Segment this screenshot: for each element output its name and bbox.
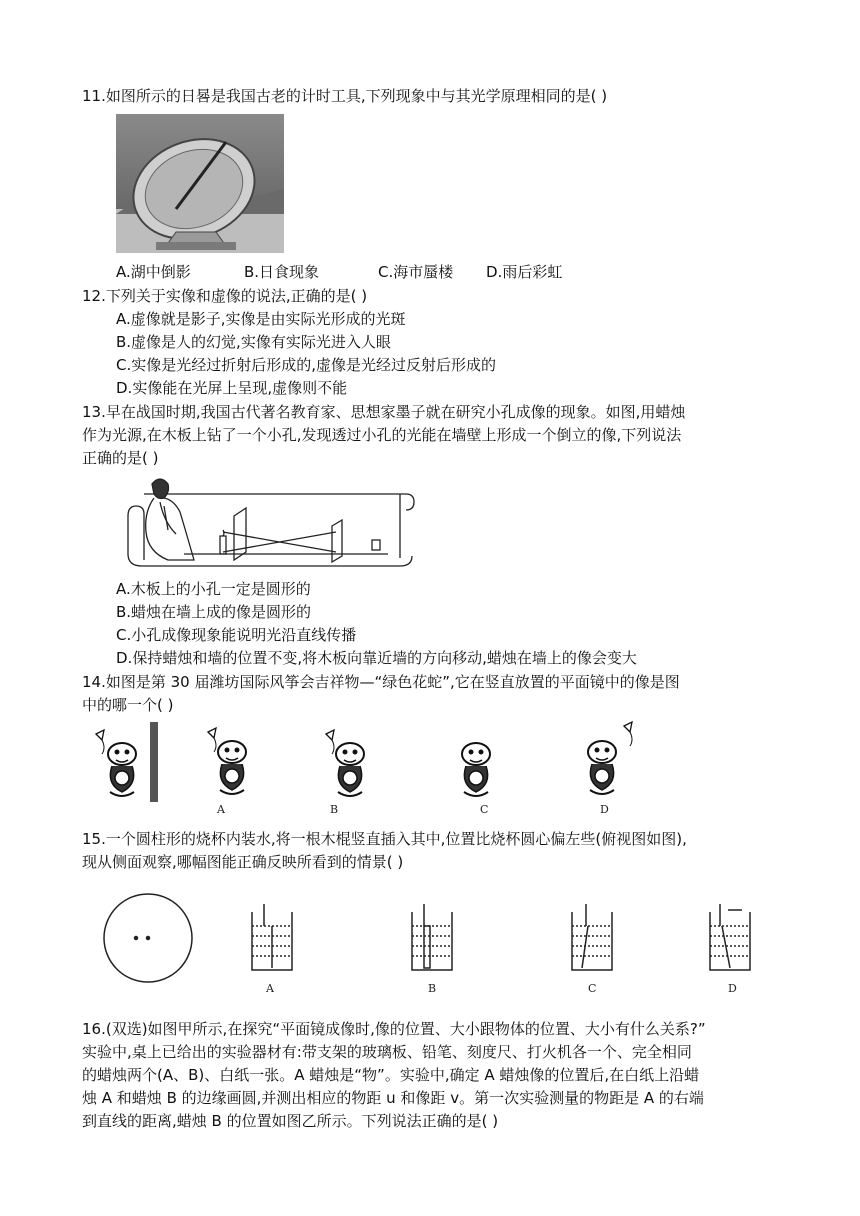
q13-option-c: C.小孔成像现象能说明光沿直线传播: [116, 626, 357, 644]
q13-stem-line-2: 作为光源,在木板上钻了一个小孔,发现透过小孔的光能在墙壁上形成一个倒立的像,下列说法: [82, 426, 682, 444]
q16-stem-line-3: 的蜡烛两个(A、B)、白纸一张。A 蜡烛是“物”。实验中,确定 A 蜡烛像的位置后,在白纸上沿蜡: [82, 1066, 700, 1084]
q14-label-b: B: [330, 803, 339, 816]
sundial-photo: [116, 114, 284, 253]
q14-label-d: D: [600, 803, 609, 816]
q11-option-d: D.雨后彩虹: [486, 263, 563, 281]
q13-option-d: D.保持蜡烛和墙的位置不变,将木板向靠近墙的方向移动,蜡烛在墙上的像会变大: [116, 649, 637, 667]
q15-label-c: C: [588, 982, 597, 995]
q15-label-d: D: [728, 982, 737, 995]
q12-option-b: B.虚像是人的幻觉,实像有实际光进入人眼: [116, 333, 391, 351]
q13-option-a: A.木板上的小孔一定是圆形的: [116, 580, 311, 598]
q13-stem-line-1: 13.早在战国时期,我国古代著名教育家、思想家墨子就在研究小孔成像的现象。如图,用蜡烛: [82, 403, 686, 421]
q11-option-a: A.湖中倒影: [116, 263, 191, 281]
q13-stem-line-3: 正确的是( ): [82, 449, 159, 467]
q15-label-b: B: [428, 982, 437, 995]
q14-label-c: C: [480, 803, 489, 816]
q16-stem-line-1: 16.(双选)如图甲所示,在探究“平面镜成像时,像的位置、大小跟物体的位置、大小有什么关系?”: [82, 1020, 706, 1038]
q11-stem: 11.如图所示的日晷是我国古老的计时工具,下列现象中与其光学原理相同的是( ): [82, 87, 608, 105]
q16-stem-line-2: 实验中,桌上已给出的实验器材有:带支架的玻璃板、铅笔、刻度尺、打火机各一个、完全相同: [82, 1043, 692, 1061]
q14-label-a: A: [217, 803, 225, 816]
q12-stem: 12.下列关于实像和虚像的说法,正确的是( ): [82, 287, 368, 305]
q15-stem-line-2: 现从侧面观察,哪幅图能正确反映所看到的情景( ): [82, 853, 404, 871]
q11-option-c: C.海市蜃楼: [378, 263, 454, 281]
q15-label-a: A: [266, 982, 274, 995]
snake-mascot-figure: [88, 716, 648, 816]
beaker-stick-figure: [100, 890, 760, 1000]
q16-stem-line-5: 到直线的距离,蜡烛 B 的位置如图乙所示。下列说法正确的是( ): [82, 1112, 499, 1130]
q12-option-d: D.实像能在光屏上呈现,虚像则不能: [116, 379, 348, 397]
q12-option-c: C.实像是光经过折射后形成的,虚像是光经过反射后形成的: [116, 356, 497, 374]
q11-option-b: B.日食现象: [244, 263, 320, 281]
q16-stem-line-4: 烛 A 和蜡烛 B 的边缘画圆,并测出相应的物距 u 和像距 v。第一次实验测量的物距是 A 的右端: [82, 1089, 704, 1107]
q14-stem-line-2: 中的哪一个( ): [82, 696, 174, 714]
q14-stem-line-1: 14.如图是第 30 届潍坊国际风筝会吉祥物—“绿色花蛇”,它在竖直放置的平面镜中的像是图: [82, 673, 680, 691]
q15-stem-line-1: 15.一个圆柱形的烧杯内装水,将一根木棍竖直插入其中,位置比烧杯圆心偏左些(俯视图如图),: [82, 830, 687, 848]
pinhole-illustration: [124, 472, 420, 574]
q12-option-a: A.虚像就是影子,实像是由实际光形成的光斑: [116, 310, 406, 328]
q13-option-b: B.蜡烛在墙上成的像是圆形的: [116, 603, 312, 621]
